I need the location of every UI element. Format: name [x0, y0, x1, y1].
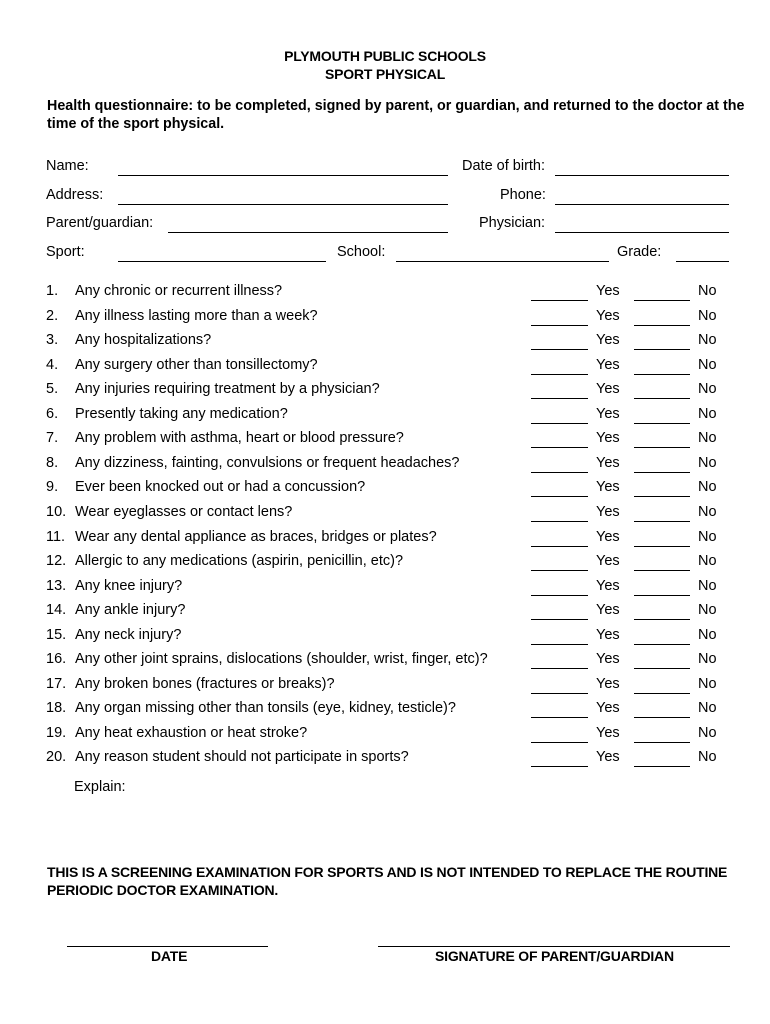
- yes-answer-blank[interactable]: [531, 668, 588, 669]
- question-number: 16.: [46, 651, 67, 667]
- yes-label: Yes: [596, 308, 620, 324]
- disclaimer: THIS IS A SCREENING EXAMINATION FOR SPORTS AND IS NOT INTENDED TO REPLACE THE ROUTINE PERIODIC DOCTOR EXAMINATION.: [47, 864, 728, 898]
- no-label: No: [698, 479, 717, 495]
- yes-label: Yes: [596, 529, 620, 545]
- no-answer-blank[interactable]: [634, 668, 690, 669]
- question-number: 8.: [46, 455, 59, 471]
- no-label: No: [698, 627, 717, 643]
- no-label: No: [698, 430, 717, 446]
- yes-label: Yes: [596, 578, 620, 594]
- parent-signature-line[interactable]: [378, 946, 730, 947]
- question-text: Wear any dental appliance as braces, bridges or plates?: [75, 529, 437, 545]
- question-number: 1.: [46, 283, 59, 299]
- yes-label: Yes: [596, 332, 620, 348]
- yes-answer-blank[interactable]: [531, 644, 588, 645]
- question-text: Any problem with asthma, heart or blood pressure?: [75, 430, 404, 446]
- question-number: 3.: [46, 332, 59, 348]
- question-text: Allergic to any medications (aspirin, penicillin, etc)?: [75, 553, 404, 569]
- no-label: No: [698, 725, 717, 741]
- yes-answer-blank[interactable]: [531, 693, 588, 694]
- question-number: 11.: [46, 529, 66, 545]
- yes-answer-blank[interactable]: [531, 742, 588, 743]
- yes-label: Yes: [596, 283, 620, 299]
- question-number: 9.: [46, 479, 59, 495]
- yes-answer-blank[interactable]: [531, 570, 588, 571]
- question-text: Any knee injury?: [75, 578, 183, 594]
- question-text: Presently taking any medication?: [75, 406, 288, 422]
- question-number: 2.: [46, 308, 59, 324]
- no-label: No: [698, 357, 717, 373]
- yes-answer-blank[interactable]: [531, 766, 588, 767]
- no-label: No: [698, 749, 717, 765]
- yes-answer-blank[interactable]: [531, 595, 588, 596]
- form-subtitle: SPORT PHYSICAL: [324, 66, 446, 82]
- question-number: 18.: [46, 700, 67, 716]
- question-number: 7.: [46, 430, 59, 446]
- question-text: Any reason student should not participate in sports?: [75, 749, 409, 765]
- no-answer-blank[interactable]: [634, 472, 690, 473]
- yes-answer-blank[interactable]: [531, 496, 588, 497]
- phone-field[interactable]: [555, 204, 729, 205]
- school-label: School:: [337, 244, 386, 260]
- question-text: Any broken bones (fractures or breaks)?: [75, 676, 335, 692]
- question-text: Any heat exhaustion or heat stroke?: [75, 725, 308, 741]
- yes-label: Yes: [596, 381, 620, 397]
- yes-label: Yes: [596, 700, 620, 716]
- address-label: Address:: [46, 187, 104, 203]
- question-number: 5.: [46, 381, 59, 397]
- yes-answer-blank[interactable]: [531, 447, 588, 448]
- signature-caption: SIGNATURE OF PARENT/GUARDIAN: [435, 948, 674, 964]
- no-answer-blank[interactable]: [634, 325, 690, 326]
- no-answer-blank[interactable]: [634, 717, 690, 718]
- parent-guardian-field[interactable]: [168, 232, 448, 233]
- question-text: Any dizziness, fainting, convulsions or frequent headaches?: [75, 455, 460, 471]
- no-answer-blank[interactable]: [634, 546, 690, 547]
- date-caption: DATE: [151, 948, 188, 964]
- no-label: No: [698, 283, 717, 299]
- parent-guardian-label: Parent/guardian:: [46, 215, 154, 231]
- question-text: Any other joint sprains, dislocations (shoulder, wrist, finger, etc)?: [75, 651, 488, 667]
- name-field[interactable]: [118, 175, 448, 176]
- yes-answer-blank[interactable]: [531, 349, 588, 350]
- yes-label: Yes: [596, 676, 620, 692]
- yes-label: Yes: [596, 553, 620, 569]
- no-answer-blank[interactable]: [634, 693, 690, 694]
- sport-label: Sport:: [46, 244, 85, 260]
- no-answer-blank[interactable]: [634, 595, 690, 596]
- no-label: No: [698, 332, 717, 348]
- no-answer-blank[interactable]: [634, 521, 690, 522]
- yes-answer-blank[interactable]: [531, 300, 588, 301]
- question-text: Any illness lasting more than a week?: [75, 308, 318, 324]
- dob-field[interactable]: [555, 175, 729, 176]
- yes-label: Yes: [596, 406, 620, 422]
- grade-field[interactable]: [676, 261, 729, 262]
- question-number: 19.: [46, 725, 67, 741]
- date-signature-line[interactable]: [67, 946, 268, 947]
- school-field[interactable]: [396, 261, 609, 262]
- no-label: No: [698, 308, 717, 324]
- yes-answer-blank[interactable]: [531, 398, 588, 399]
- question-number: 14.: [46, 602, 67, 618]
- physician-label: Physician:: [479, 215, 546, 231]
- yes-answer-blank[interactable]: [531, 472, 588, 473]
- yes-label: Yes: [596, 357, 620, 373]
- no-label: No: [698, 381, 717, 397]
- yes-label: Yes: [596, 651, 620, 667]
- yes-answer-blank[interactable]: [531, 619, 588, 620]
- no-label: No: [698, 406, 717, 422]
- yes-label: Yes: [596, 430, 620, 446]
- yes-label: Yes: [596, 479, 620, 495]
- dob-label: Date of birth:: [462, 158, 546, 174]
- form-title: PLYMOUTH PUBLIC SCHOOLS: [284, 48, 486, 64]
- question-text: Any chronic or recurrent illness?: [75, 283, 283, 299]
- no-answer-blank[interactable]: [634, 447, 690, 448]
- phone-label: Phone:: [500, 187, 546, 203]
- sport-field[interactable]: [118, 261, 326, 262]
- no-label: No: [698, 504, 717, 520]
- yes-answer-blank[interactable]: [531, 423, 588, 424]
- yes-answer-blank[interactable]: [531, 546, 588, 547]
- yes-label: Yes: [596, 504, 620, 520]
- question-text: Any organ missing other than tonsils (eye, kidney, testicle)?: [75, 700, 456, 716]
- question-number: 10.: [46, 504, 67, 520]
- no-label: No: [698, 578, 717, 594]
- no-answer-blank[interactable]: [634, 742, 690, 743]
- question-text: Any surgery other than tonsillectomy?: [75, 357, 318, 373]
- yes-answer-blank[interactable]: [531, 325, 588, 326]
- question-text: Any hospitalizations?: [75, 332, 212, 348]
- question-text: Any injuries requiring treatment by a physician?: [75, 381, 380, 397]
- no-answer-blank[interactable]: [634, 766, 690, 767]
- instructions: Health questionnaire: to be completed, signed by parent, or guardian, and returned to the doctor at the time of the sport physical.: [47, 98, 745, 132]
- question-number: 15.: [46, 627, 67, 643]
- no-answer-blank[interactable]: [634, 349, 690, 350]
- question-number: 13.: [46, 578, 67, 594]
- no-answer-blank[interactable]: [634, 374, 690, 375]
- yes-label: Yes: [596, 627, 620, 643]
- no-label: No: [698, 529, 717, 545]
- no-answer-blank[interactable]: [634, 644, 690, 645]
- explain-label: Explain:: [74, 779, 126, 795]
- name-label: Name:: [46, 158, 89, 174]
- yes-label: Yes: [596, 725, 620, 741]
- no-label: No: [698, 676, 717, 692]
- yes-label: Yes: [596, 602, 620, 618]
- no-label: No: [698, 455, 717, 471]
- question-text: Wear eyeglasses or contact lens?: [75, 504, 293, 520]
- yes-answer-blank[interactable]: [531, 374, 588, 375]
- no-answer-blank[interactable]: [634, 300, 690, 301]
- no-label: No: [698, 553, 717, 569]
- no-answer-blank[interactable]: [634, 570, 690, 571]
- physician-field[interactable]: [555, 232, 729, 233]
- yes-answer-blank[interactable]: [531, 521, 588, 522]
- yes-answer-blank[interactable]: [531, 717, 588, 718]
- no-label: No: [698, 700, 717, 716]
- no-answer-blank[interactable]: [634, 423, 690, 424]
- address-field[interactable]: [118, 204, 448, 205]
- yes-label: Yes: [596, 455, 620, 471]
- question-number: 4.: [46, 357, 59, 373]
- question-text: Ever been knocked out or had a concussion?: [75, 479, 366, 495]
- question-text: Any ankle injury?: [75, 602, 186, 618]
- no-answer-blank[interactable]: [634, 398, 690, 399]
- question-number: 6.: [46, 406, 59, 422]
- question-number: 20.: [46, 749, 67, 765]
- grade-label: Grade:: [617, 244, 662, 260]
- no-answer-blank[interactable]: [634, 619, 690, 620]
- no-label: No: [698, 651, 717, 667]
- question-text: Any neck injury?: [75, 627, 182, 643]
- yes-label: Yes: [596, 749, 620, 765]
- no-label: No: [698, 602, 717, 618]
- question-number: 12.: [46, 553, 67, 569]
- question-number: 17.: [46, 676, 67, 692]
- no-answer-blank[interactable]: [634, 496, 690, 497]
